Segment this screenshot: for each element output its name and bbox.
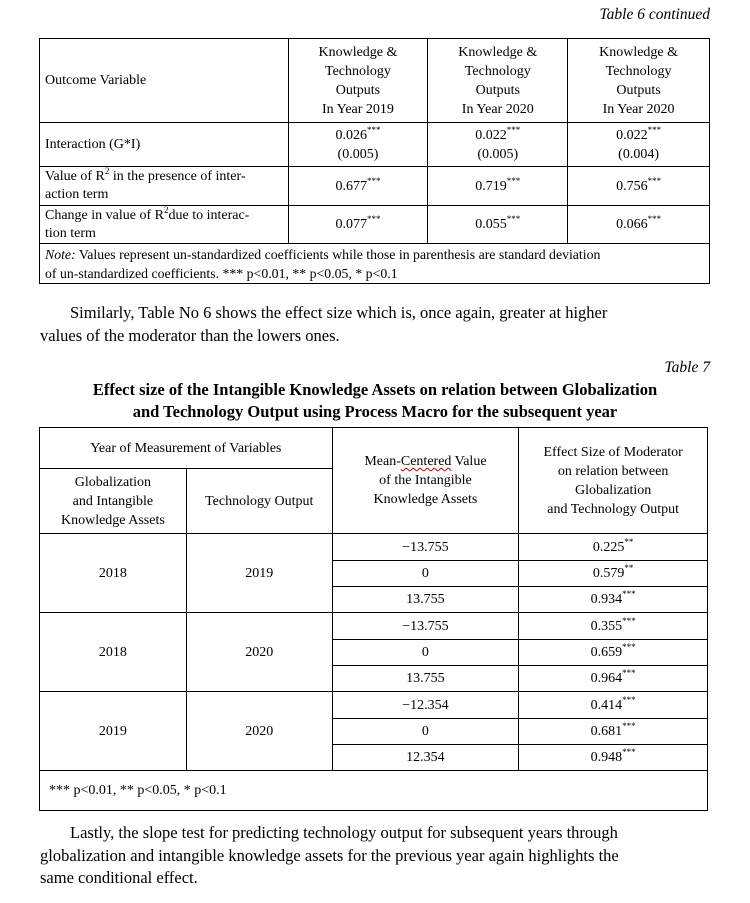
row-label-interaction: Interaction (G*I) xyxy=(40,123,289,167)
tech-year-cell: 2020 xyxy=(186,692,332,771)
effect-cell: 0.948*** xyxy=(519,745,708,771)
table6-caption: Table 6 continued xyxy=(599,6,710,23)
table7-footnote: *** p<0.01, ** p<0.05, * p<0.1 xyxy=(40,771,708,811)
table7-caption: Table 7 xyxy=(664,359,710,376)
r2-cell: 0.756*** xyxy=(568,167,710,206)
table6-header-row xyxy=(40,39,710,123)
effect-cell: 0.964*** xyxy=(519,666,708,692)
interaction-cell: 0.026*** (0.005) xyxy=(288,123,428,167)
table7 xyxy=(39,427,708,811)
effect-cell: 0.355*** xyxy=(519,613,708,640)
change-r2-cell: 0.066*** xyxy=(568,206,710,244)
tech-year-cell: 2020 xyxy=(186,613,332,692)
mean-cell: 0 xyxy=(332,719,519,745)
row-label-change-r2: Change in value of $R^2due$ to interac- tion term xyxy=(40,206,289,244)
table-row xyxy=(40,613,708,640)
table-row xyxy=(40,206,710,244)
table-row xyxy=(40,534,708,561)
change-r2-cell: 0.077*** xyxy=(288,206,428,244)
mean-cell: 0 xyxy=(332,561,519,587)
globalization-header: Globalization and Intangible Knowledge Assets xyxy=(40,469,187,534)
tech-year-cell: 2019 xyxy=(186,534,332,613)
table6 xyxy=(39,38,710,284)
mean-cell: −13.755 xyxy=(332,534,519,561)
mean-cell: 12.354 xyxy=(332,745,519,771)
effect-cell: 0.225** xyxy=(519,534,708,561)
table6-note-row xyxy=(40,244,710,284)
col-header-2020-a: Knowledge & Technology Outputs In Year 2020 xyxy=(428,39,568,123)
table7-title: Effect size of the Intangible Knowledge Assets on relation between Globalization and Technology Output using Process Macro for the subsequent year xyxy=(92,380,658,421)
effect-cell: 0.659*** xyxy=(519,640,708,666)
table7-footnote-row xyxy=(40,771,708,811)
table6-note: Note: Values represent un-standardized coefficients while those in parenthesis are standard deviation of un-standardized coefficients. *** p<0.01, ** p<0.05, * p<0.1 xyxy=(40,244,710,284)
col-header-2020-b: Knowledge & Technology Outputs In Year 2020 xyxy=(568,39,710,123)
mean-cell: −13.755 xyxy=(332,613,519,640)
glob-year-cell: 2018 xyxy=(40,613,187,692)
effect-cell: 0.414*** xyxy=(519,692,708,719)
mean-centered-header: Mean-Centered Value of the Intangible Knowledge Assets xyxy=(332,428,519,534)
body-paragraph-1: Similarly, Table No 6 shows the effect size which is, once again, greater at higher values of the moderator than the lowers ones. xyxy=(40,303,608,345)
mean-cell: 13.755 xyxy=(332,587,519,613)
outcome-variable-header: Outcome Variable xyxy=(40,39,289,123)
mean-cell: 0 xyxy=(332,640,519,666)
glob-year-cell: 2018 xyxy=(40,534,187,613)
table-row xyxy=(40,167,710,206)
change-r2-cell: 0.055*** xyxy=(428,206,568,244)
row-label-r2: Value of $R^2$ in the presence of inter- action term xyxy=(40,167,289,206)
table7-header-row xyxy=(40,428,708,469)
r2-cell: 0.677*** xyxy=(288,167,428,206)
interaction-cell: 0.022*** (0.004) xyxy=(568,123,710,167)
mean-cell: −12.354 xyxy=(332,692,519,719)
mean-cell: 13.755 xyxy=(332,666,519,692)
technology-output-header: Technology Output xyxy=(186,469,332,534)
col-header-2019: Knowledge & Technology Outputs In Year 2019 xyxy=(288,39,428,123)
body-paragraph-2: Lastly, the slope test for predicting technology output for subsequent years through globalization and intangible knowledge assets for the previous year again highlights the same conditional effect. xyxy=(40,823,619,887)
effect-cell: 0.681*** xyxy=(519,719,708,745)
table-row xyxy=(40,123,710,167)
glob-year-cell: 2019 xyxy=(40,692,187,771)
effect-cell: 0.934*** xyxy=(519,587,708,613)
effect-size-header: Effect Size of Moderator on relation between Globalization and Technology Output xyxy=(519,428,708,534)
interaction-cell: 0.022*** (0.005) xyxy=(428,123,568,167)
effect-cell: 0.579** xyxy=(519,561,708,587)
r2-cell: 0.719*** xyxy=(428,167,568,206)
table-row xyxy=(40,692,708,719)
year-of-measurement-header: Year of Measurement of Variables xyxy=(40,428,333,469)
